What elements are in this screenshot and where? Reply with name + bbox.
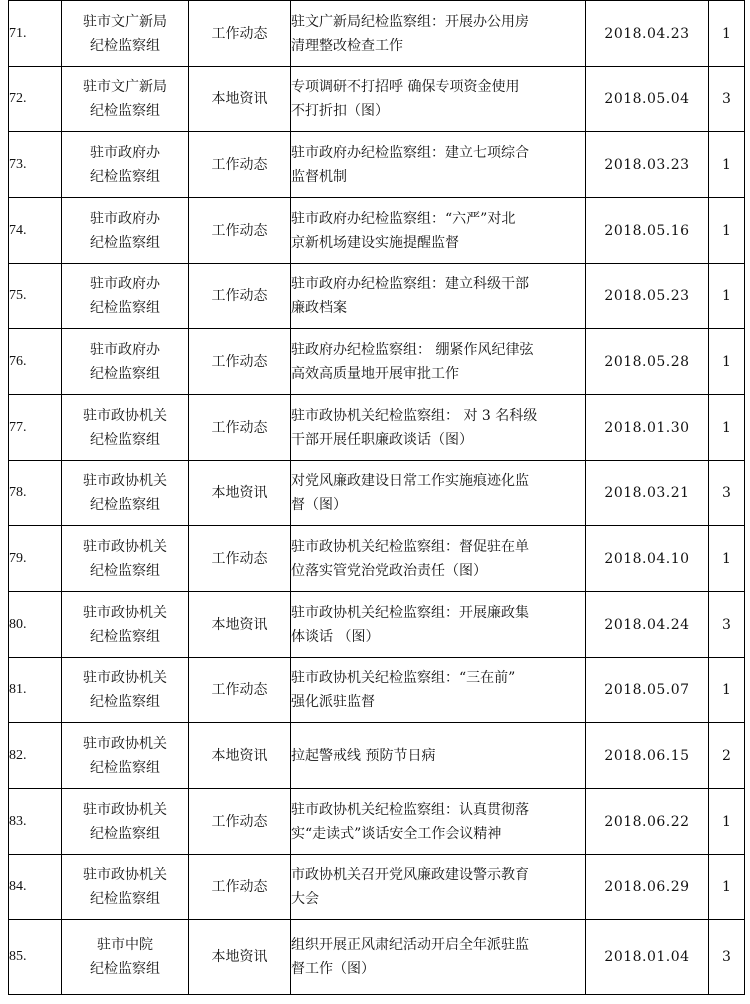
unit-cell — [62, 264, 189, 329]
unit-line: 驻市政府办 — [90, 144, 160, 161]
table-row — [9, 132, 745, 198]
title-line: 体谈话 （图） — [291, 628, 380, 645]
row-number-cell: 85. — [9, 920, 62, 995]
unit-line: 纪检监察组 — [90, 234, 160, 251]
date-cell: 2018.01.30 — [586, 395, 709, 461]
title-line: 市政协机关召开党风廉政建设警示教育 — [291, 867, 529, 883]
unit-line: 驻市政府办 — [90, 341, 160, 358]
title-cell — [291, 723, 586, 789]
table-row — [9, 723, 745, 789]
title-line: 廉政档案 — [291, 300, 347, 316]
unit-line: 纪检监察组 — [90, 825, 160, 842]
row-number-cell: 77. — [9, 395, 62, 461]
table-row — [9, 1, 745, 67]
unit-line: 纪检监察组 — [90, 168, 160, 185]
count-cell: 1 — [709, 395, 745, 461]
date-cell: 2018.03.21 — [586, 461, 709, 526]
unit-cell — [62, 592, 189, 658]
count-cell: 2 — [709, 723, 745, 789]
category-cell: 工作动态 — [189, 132, 291, 198]
unit-cell — [62, 855, 189, 920]
category-cell: 本地资讯 — [189, 592, 291, 658]
table-row — [9, 395, 745, 461]
category-cell: 本地资讯 — [189, 461, 291, 526]
count-cell: 1 — [709, 526, 745, 592]
unit-line: 驻市文广新局 — [83, 79, 167, 95]
unit-line: 纪检监察组 — [90, 759, 160, 776]
category-cell: 本地资讯 — [189, 723, 291, 789]
title-line: 驻市政协机关纪检监察组：督促驻在单 — [291, 538, 529, 555]
title-line: 专项调研不打招呼 确保专项资金使用 — [291, 79, 520, 95]
title-line: 监督机制 — [291, 168, 347, 185]
title-line: 驻市政协机关纪检监察组：认真贯彻落 — [291, 801, 529, 818]
title-cell — [291, 855, 586, 920]
row-number-cell: 82. — [9, 723, 62, 789]
row-number-cell: 71. — [9, 1, 62, 67]
title-line: 驻市政协机关纪检监察组：“三在前” — [291, 670, 516, 686]
unit-cell — [62, 395, 189, 461]
table-row — [9, 329, 745, 395]
unit-line: 驻市政协机关 — [83, 867, 167, 883]
unit-line: 驻市政协机关 — [83, 604, 167, 621]
table-row — [9, 658, 745, 723]
date-cell: 2018.06.15 — [586, 723, 709, 789]
count-cell: 3 — [709, 592, 745, 658]
row-number-cell: 81. — [9, 658, 62, 723]
date-cell: 2018.06.22 — [586, 789, 709, 855]
date-cell: 2018.03.23 — [586, 132, 709, 198]
title-cell — [291, 132, 586, 198]
title-line: 驻文广新局纪检监察组：开展办公用房 — [291, 13, 529, 30]
unit-line: 纪检监察组 — [90, 300, 160, 316]
count-cell: 1 — [709, 198, 745, 264]
date-cell: 2018.05.23 — [586, 264, 709, 329]
count-cell: 3 — [709, 67, 745, 132]
report-table — [8, 0, 745, 995]
unit-cell — [62, 526, 189, 592]
table-row — [9, 198, 745, 264]
report-table-body — [9, 1, 745, 995]
date-cell: 2018.04.10 — [586, 526, 709, 592]
count-cell: 1 — [709, 329, 745, 395]
title-line: 实“走读式”谈话安全工作会议精神 — [291, 825, 502, 842]
unit-cell — [62, 329, 189, 395]
unit-line: 驻市政协机关 — [83, 670, 167, 686]
unit-cell — [62, 723, 189, 789]
title-cell — [291, 198, 586, 264]
date-cell: 2018.05.07 — [586, 658, 709, 723]
unit-line: 驻市政协机关 — [83, 407, 167, 424]
unit-cell — [62, 658, 189, 723]
unit-line: 驻市政协机关 — [83, 538, 167, 555]
row-number-cell: 72. — [9, 67, 62, 132]
title-line: 大会 — [291, 891, 319, 907]
row-number-cell: 80. — [9, 592, 62, 658]
unit-cell — [62, 1, 189, 67]
unit-line: 驻市文广新局 — [83, 13, 167, 30]
table-row — [9, 920, 745, 995]
title-line: 位落实管党治党政治责任（图） — [291, 562, 487, 579]
table-row — [9, 67, 745, 132]
unit-cell — [62, 461, 189, 526]
count-cell: 1 — [709, 789, 745, 855]
category-cell: 工作动态 — [189, 789, 291, 855]
table-row — [9, 592, 745, 658]
row-number-cell: 74. — [9, 198, 62, 264]
unit-cell — [62, 920, 189, 995]
title-line: 不打折扣（图） — [291, 103, 389, 119]
title-line: 驻市政府办纪检监察组：建立科级干部 — [291, 276, 529, 292]
category-cell: 工作动态 — [189, 264, 291, 329]
row-number-cell: 78. — [9, 461, 62, 526]
date-cell: 2018.04.23 — [586, 1, 709, 67]
unit-line: 驻市政协机关 — [83, 801, 167, 818]
row-number-cell: 83. — [9, 789, 62, 855]
table-row — [9, 461, 745, 526]
category-cell: 工作动态 — [189, 395, 291, 461]
title-line: 督工作（图） — [291, 961, 375, 977]
title-line: 驻市政府办纪检监察组：建立七项综合 — [291, 144, 529, 161]
category-cell: 工作动态 — [189, 526, 291, 592]
title-cell — [291, 789, 586, 855]
unit-cell — [62, 67, 189, 132]
table-row — [9, 789, 745, 855]
count-cell: 3 — [709, 461, 745, 526]
date-cell: 2018.05.28 — [586, 329, 709, 395]
title-line: 驻市政协机关纪检监察组： 对 3 名科级 — [291, 407, 538, 424]
unit-line: 驻市政协机关 — [83, 735, 167, 752]
unit-line: 纪检监察组 — [90, 961, 160, 977]
category-cell: 工作动态 — [189, 198, 291, 264]
title-cell — [291, 1, 586, 67]
title-line: 干部开展任职廉政谈话（图） — [291, 431, 473, 448]
title-line: 拉起警戒线 预防节日病 — [291, 747, 436, 764]
title-cell — [291, 920, 586, 995]
title-cell — [291, 329, 586, 395]
title-cell — [291, 526, 586, 592]
count-cell: 1 — [709, 264, 745, 329]
table-row — [9, 526, 745, 592]
row-number-cell: 76. — [9, 329, 62, 395]
unit-line: 驻市政协机关 — [83, 473, 167, 489]
category-cell: 工作动态 — [189, 855, 291, 920]
unit-line: 纪检监察组 — [90, 891, 160, 907]
date-cell: 2018.06.29 — [586, 855, 709, 920]
row-number-cell: 75. — [9, 264, 62, 329]
unit-cell — [62, 132, 189, 198]
unit-line: 纪检监察组 — [90, 37, 160, 54]
table-row — [9, 264, 745, 329]
unit-cell — [62, 789, 189, 855]
unit-line: 纪检监察组 — [90, 694, 160, 710]
count-cell: 1 — [709, 855, 745, 920]
title-line: 驻市政府办纪检监察组：“六严”对北 — [291, 210, 516, 227]
count-cell: 1 — [709, 658, 745, 723]
title-line: 强化派驻监督 — [291, 694, 375, 710]
count-cell: 1 — [709, 132, 745, 198]
title-cell — [291, 67, 586, 132]
category-cell: 本地资讯 — [189, 920, 291, 995]
title-line: 组织开展正风肃纪活动开启全年派驻监 — [291, 937, 529, 953]
category-cell: 工作动态 — [189, 658, 291, 723]
title-line: 对党风廉政建设日常工作实施痕迹化监 — [291, 473, 529, 489]
date-cell: 2018.05.16 — [586, 198, 709, 264]
date-cell: 2018.05.04 — [586, 67, 709, 132]
title-line: 京新机场建设实施提醒监督 — [291, 234, 459, 251]
unit-line: 纪检监察组 — [90, 365, 160, 382]
unit-line: 纪检监察组 — [90, 562, 160, 579]
category-cell: 本地资讯 — [189, 67, 291, 132]
table-row — [9, 855, 745, 920]
title-line: 驻政府办纪检监察组： 绷紧作风纪律弦 — [291, 341, 534, 358]
row-number-cell: 73. — [9, 132, 62, 198]
title-cell — [291, 395, 586, 461]
category-cell: 工作动态 — [189, 329, 291, 395]
title-cell — [291, 658, 586, 723]
count-cell: 1 — [709, 1, 745, 67]
title-line: 督（图） — [291, 497, 347, 513]
title-cell — [291, 461, 586, 526]
unit-line: 驻市政府办 — [90, 210, 160, 227]
unit-line: 纪检监察组 — [90, 431, 160, 448]
row-number-cell: 84. — [9, 855, 62, 920]
date-cell: 2018.01.04 — [586, 920, 709, 995]
title-cell — [291, 592, 586, 658]
category-cell: 工作动态 — [189, 1, 291, 67]
count-cell: 3 — [709, 920, 745, 995]
unit-line: 纪检监察组 — [90, 628, 160, 645]
unit-line: 纪检监察组 — [90, 103, 160, 119]
title-line: 清理整改检查工作 — [291, 37, 403, 54]
title-line: 高效高质量地开展审批工作 — [291, 365, 459, 382]
title-line: 驻市政协机关纪检监察组：开展廉政集 — [291, 604, 529, 621]
unit-cell — [62, 198, 189, 264]
unit-line: 驻市政府办 — [90, 276, 160, 292]
date-cell: 2018.04.24 — [586, 592, 709, 658]
title-cell — [291, 264, 586, 329]
unit-line: 纪检监察组 — [90, 497, 160, 513]
row-number-cell: 79. — [9, 526, 62, 592]
unit-line: 驻市中院 — [97, 937, 153, 953]
